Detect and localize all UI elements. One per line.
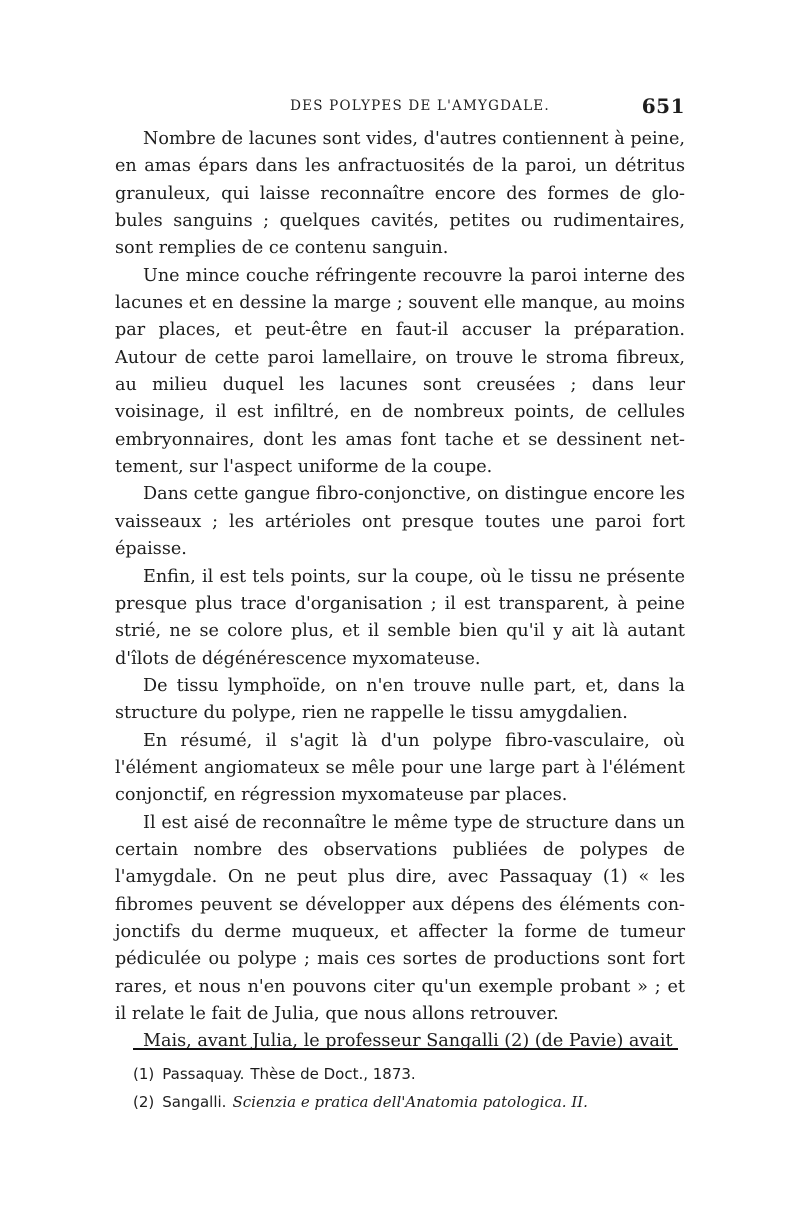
footnote-author: Sangalli. [162, 1093, 227, 1111]
page-number: 651 [641, 94, 685, 118]
footnote-title: Scienzia e pratica dell'Anatomia patologica. II. [232, 1093, 588, 1111]
footnote-number: (1) [133, 1065, 155, 1083]
paragraph: Une mince couche réfringente recouvre la paroi interne des lacunes et en dessine la marge ; souvent elle manque, au moins par places, et peut-être en faut-il accuser la préparation. Autour de cette paroi lamellaire, on trouve le stroma fibreux, au milieu duquel les lacunes sont creusées ; dans leur voisinage, il est infiltré, en de nombreux points, de cellules embryonnaires, dont les amas font tache et se dessinent nettement, sur l'aspect uniforme de la coupe. [115, 265, 685, 478]
footnote-separator-rule [133, 1048, 678, 1050]
paragraph: Enfin, il est tels points, sur la coupe, où le tissu ne présente presque plus trace d'organisation ; il est transparent, à peine strié, ne se colore plus, et il semble bien qu'il y ait là autant d'îlots de dégénérescence myxomateuse. [115, 566, 685, 669]
paragraph: De tissu lymphoïde, on n'en trouve nulle part, et, dans la structure du polype, rien ne rappelle le tissu amygdalien. [115, 675, 685, 724]
footnote [133, 1088, 693, 1116]
body-text [115, 126, 685, 1056]
paragraph: En résumé, il s'agit là d'un polype fibro-vasculaire, où l'élément angiomateux se mêle pour une large part à l'élément conjonctif, en régression myxomateuse par places. [115, 730, 685, 806]
paragraph: Dans cette gangue fibro-conjonctive, on distingue encore les vaisseaux ; les artérioles ont presque toutes une paroi fort épaisse. [115, 484, 685, 560]
paragraph: Nombre de lacunes sont vides, d'autres contiennent à peine, en amas épars dans les anfractuosités de la paroi, un détritus granuleux, qui laisse reconnaître encore des formes de globules sanguins ; quelques cavités, petites ou rudimentaires, sont remplies de ce contenu sanguin. [115, 129, 685, 259]
running-head [115, 94, 685, 118]
footnote-text: Thèse de Doct., 1873. [250, 1065, 416, 1083]
footnote-number: (2) [133, 1093, 155, 1111]
paragraph: Il est aisé de reconnaître le même type de structure dans un certain nombre des observations publiées de polypes de l'amygdale. On ne peut plus dire, avec Passaquay (1) « les fibromes peuvent se développer aux dépens des éléments conjonctifs du derme muqueux, et affecter la forme de tumeur pédiculée ou polype ; mais ces sortes de productions sont fort rares, et nous n'en pouvons citer qu'un exemple probant » ; et il relate le fait de Julia, que nous allons retrouver. [115, 812, 685, 1024]
running-title: DES POLYPES DE L'AMYGDALE. [290, 98, 550, 114]
footnotes [133, 1060, 693, 1116]
footnote-author: Passaquay. [162, 1065, 245, 1083]
footnote [133, 1060, 693, 1088]
paragraph: Mais, avant Julia, le professeur Sangalli (2) (de Pavie) avait [143, 1031, 673, 1052]
